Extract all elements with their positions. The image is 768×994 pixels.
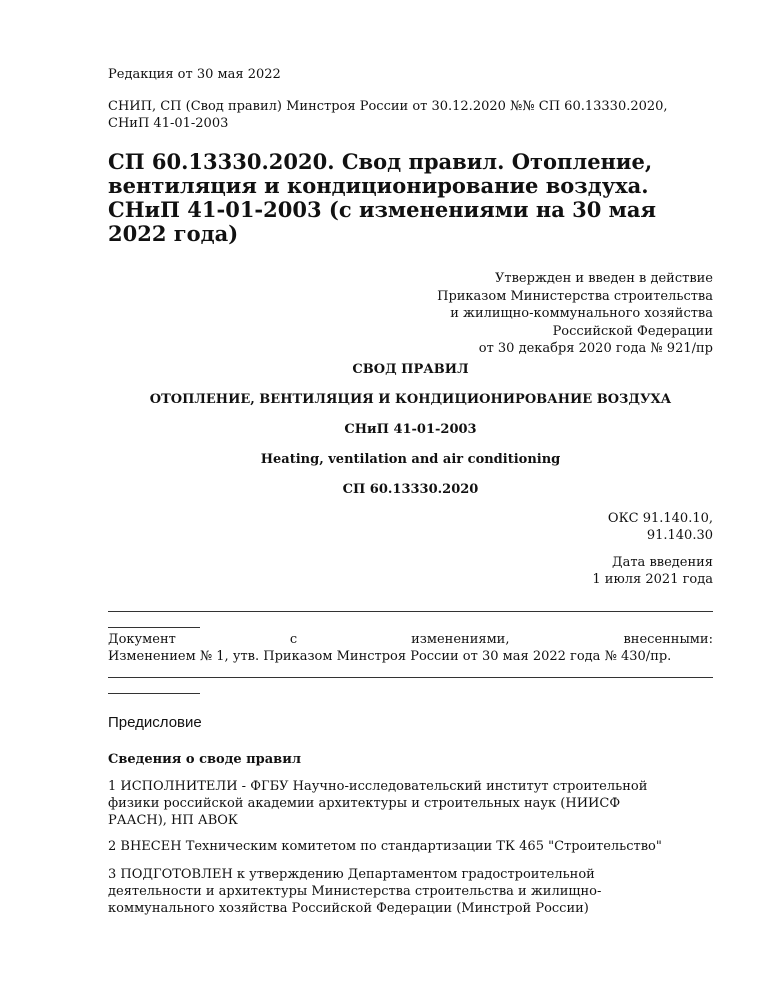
approval-line: Российской Федерации (552, 323, 713, 339)
title-line: 2022 года) (108, 221, 239, 246)
source-info (108, 98, 668, 132)
approval-line: от 30 декабря 2020 года № 921/пр (478, 341, 713, 356)
change-note-word: изменениями, (411, 632, 510, 647)
heading-snip: СНиП 41-01-2003 (344, 422, 477, 437)
intro-date (592, 554, 713, 588)
paragraph-line: физики российской академии архитектуры и строительных наук (НИИСФ (108, 796, 621, 811)
heading-code-of-rules: СВОД ПРАВИЛ (352, 362, 469, 377)
divider (108, 611, 713, 612)
heading-english: Heating, ventilation and air conditioning (260, 452, 561, 467)
paragraph-line: коммунального хозяйства Российской Федерации (Минстрой России) (108, 901, 589, 916)
paragraph-line: 1 ИСПОЛНИТЕЛИ - ФГБУ Научно-исследовательский институт строительной (108, 779, 648, 794)
edition-date: Редакция от 30 мая 2022 (108, 67, 281, 82)
change-note (108, 631, 713, 665)
divider-short (108, 627, 200, 628)
change-note-word: внесенными: (623, 632, 713, 647)
approval-line: Приказом Министерства строительства (437, 288, 713, 304)
intro-value: 1 июля 2021 года (592, 572, 713, 587)
preface-paragraph (108, 866, 713, 917)
oks-line: 91.140.30 (646, 528, 713, 543)
approval-line: и жилищно-коммунального хозяйства (450, 306, 713, 321)
heading-topic: ОТОПЛЕНИЕ, ВЕНТИЛЯЦИЯ И КОНДИЦИОНИРОВАНИЕ ВОЗДУХА (149, 392, 672, 407)
preface-paragraph (108, 778, 713, 829)
change-note-word: с (289, 632, 298, 647)
intro-label: Дата введения (612, 555, 713, 570)
source-line: СНиП 41-01-2003 (108, 116, 229, 131)
paragraph-line: 3 ПОДГОТОВЛЕН к утверждению Департаментом градостроительной (108, 867, 595, 882)
change-note-word: Документ (108, 632, 176, 647)
heading-sp: СП 60.13330.2020 (342, 482, 479, 497)
title-line: вентиляция и кондиционирование воздуха. (108, 173, 649, 198)
document-title (108, 150, 708, 246)
change-note-line (108, 631, 713, 648)
approval-block (437, 270, 713, 358)
source-line: СНИП, СП (Свод правил) Минстроя России от 30.12.2020 №№ СП 60.13330.2020, (108, 99, 668, 114)
divider (108, 677, 713, 678)
oks-code (608, 510, 713, 544)
title-line: СНиП 41-01-2003 (с изменениями на 30 мая (108, 197, 657, 222)
change-note-line: Изменением № 1, утв. Приказом Минстроя России от 30 мая 2022 года № 430/пр. (108, 649, 672, 664)
approval-line: Утвержден и введен в действие (495, 271, 713, 286)
oks-line: ОКС 91.140.10, (607, 511, 713, 526)
title-line: СП 60.13330.2020. Свод правил. Отопление, (108, 149, 653, 174)
preface-subheading: Сведения о своде правил (108, 752, 302, 767)
preface-heading: Предисловие (108, 714, 202, 731)
divider-short (108, 693, 200, 694)
paragraph-line: РААСН), НП АВОК (108, 813, 238, 828)
paragraph-line: деятельности и архитектуры Министерства строительства и жилищно- (108, 884, 602, 899)
preface-paragraph: 2 ВНЕСЕН Техническим комитетом по стандартизации ТК 465 "Строительство" (108, 839, 662, 854)
